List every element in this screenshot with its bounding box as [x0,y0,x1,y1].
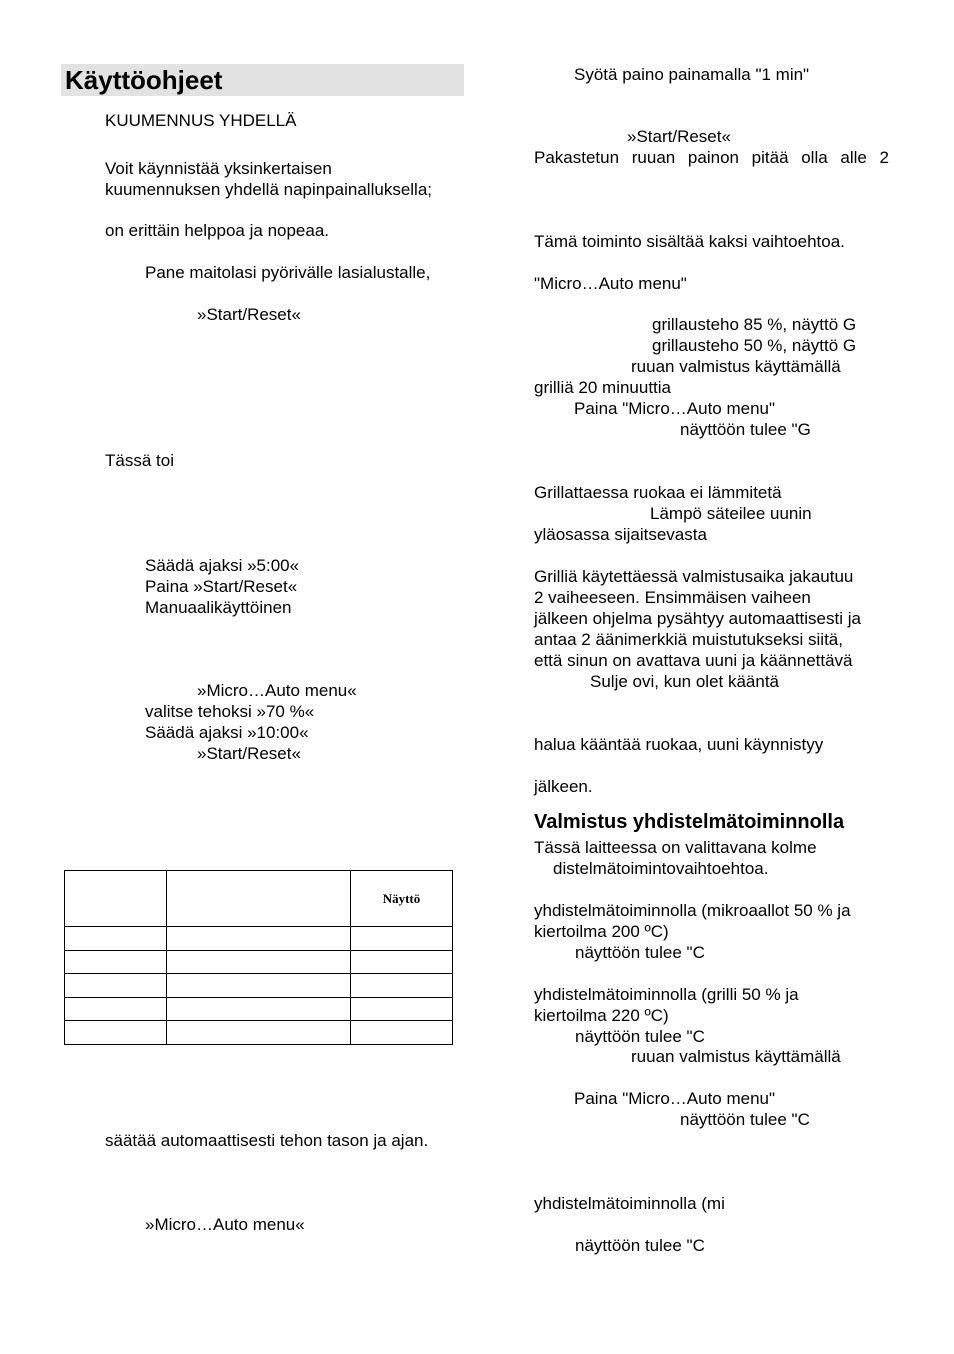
page-title: Käyttöohjeet [65,65,223,95]
text-line: Tässä toi [105,451,174,470]
text-line: jälkeen. [534,777,593,796]
text-line: yhdistelmätoiminnolla (mi [534,1194,725,1213]
table-cell [351,927,453,951]
text-line: ruuan valmistus käyttämällä [631,1047,841,1066]
table-header-row [65,871,453,927]
table-cell [65,974,167,998]
text-line: kuumennuksen yhdellä napinpainalluksella; [105,180,433,199]
instruction-line: Pane maitolasi pyörivälle lasialustalle, [145,263,431,282]
text-line: Tämä toiminto sisältää kaksi vaihtoehtoa. [534,232,845,251]
table-cell [167,974,351,998]
text-line: "Micro…Auto menu" [534,274,687,293]
table-row [65,1021,453,1045]
instruction-line: Paina "Micro…Auto menu" [574,1089,776,1108]
table-cell [167,927,351,951]
table-cell [167,997,351,1021]
text-line: yläosassa sijaitsevasta [534,525,707,544]
table-cell [351,950,453,974]
text-line: yhdistelmätoiminnolla (grilli 50 % ja [534,985,799,1004]
table-cell [351,974,453,998]
table-cell [167,1021,351,1045]
section-heading-one-touch: KUUMENNUS YHDELLÄ [105,111,297,130]
instruction-line: Syötä paino painamalla "1 min" [574,65,810,84]
instruction-line: »Start/Reset« [197,744,301,763]
text-line: näyttöön tulee "G [680,420,811,439]
text-line: grilliä 20 minuuttia [534,378,672,397]
text-line: Grillattaessa ruokaa ei lämmitetä [534,483,782,502]
table-header-cell [65,871,167,927]
instruction-line: Säädä ajaksi »5:00« [145,556,300,575]
text-line: halua kääntää ruokaa, uuni käynnistyy [534,735,824,754]
text-line: jälkeen ohjelma pysähtyy automaattisesti ja [534,609,861,628]
text-line: Grilliä käytettäessä valmistusaika jakautuu [534,567,854,586]
text-line: ruuan valmistus käyttämällä [631,357,841,376]
text-line: Pakastetun ruuan painon pitää olla alle 2 [534,148,889,167]
table-cell [65,927,167,951]
display-table [64,870,453,1045]
text-line: että sinun on avattava uuni ja käännettävä [534,651,853,670]
instruction-line: Paina "Micro…Auto menu" [574,399,776,418]
table-cell [65,997,167,1021]
text-line: yhdistelmätoiminnolla (mikroaallot 50 % ja [534,901,851,920]
table-header-cell-display: Näyttö [351,871,453,927]
instruction-line: valitse tehoksi »70 %« [145,702,315,721]
table-header-cell [167,871,351,927]
text-line: grillausteho 50 %, näyttö G [652,336,857,355]
table-row [65,974,453,998]
instruction-line: »Micro…Auto menu« [197,681,357,700]
table-cell [351,1021,453,1045]
table-cell [351,997,453,1021]
instruction-line: Paina »Start/Reset« [145,577,298,596]
text-line: distelmätoimintovaihtoehtoa. [553,859,769,878]
title-bar [61,64,464,96]
section-heading-combination: Valmistus yhdistelmätoiminnolla [534,811,845,833]
instruction-line: »Micro…Auto menu« [145,1215,305,1234]
text-line: kiertoilma 200 ºC) [534,922,669,941]
table-cell [65,1021,167,1045]
text-line: säätää automaattisesti tehon tason ja ajan. [105,1131,429,1150]
text-line: grillausteho 85 %, näyttö G [652,315,857,334]
text-line: näyttöön tulee "C [575,1236,705,1255]
text-line: näyttöön tulee "C [680,1110,810,1129]
text-line: Sulje ovi, kun olet kääntä [590,672,780,691]
text-line: Voit käynnistää yksinkertaisen [105,159,332,178]
table-cell [167,950,351,974]
instruction-line: Säädä ajaksi »10:00« [145,723,309,742]
table-cell [65,950,167,974]
text-line: on erittäin helppoa ja nopeaa. [105,221,330,240]
table-row [65,927,453,951]
text-line: kiertoilma 220 ºC) [534,1006,669,1025]
instruction-line: »Start/Reset« [627,127,731,146]
text-line: 2 vaiheeseen. Ensimmäisen vaiheen [534,588,811,607]
text-line: Tässä laitteessa on valittavana kolme [534,838,817,857]
instruction-line: »Start/Reset« [197,305,301,324]
text-line: Lämpö säteilee uunin [650,504,812,523]
text-line: näyttöön tulee "C [575,1027,705,1046]
text-line: näyttöön tulee "C [575,943,705,962]
table-row [65,997,453,1021]
instruction-line: Manuaalikäyttöinen [145,598,292,617]
table-row [65,950,453,974]
text-line: antaa 2 äänimerkkiä muistutukseksi siitä, [534,630,843,649]
